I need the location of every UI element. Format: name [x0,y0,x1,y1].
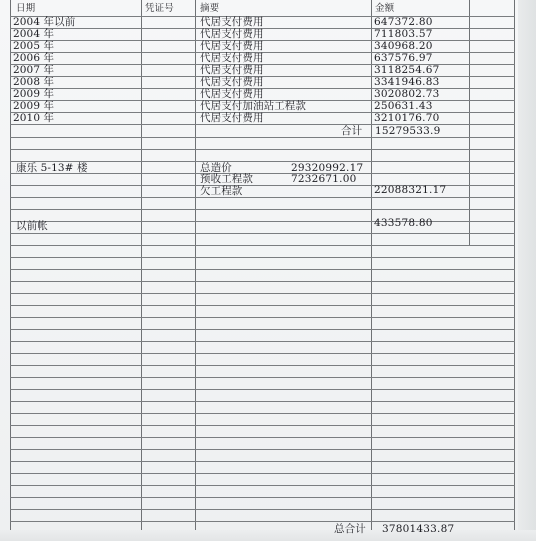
entry-summary: 代居支付费用 [200,76,264,88]
row-line [10,497,515,498]
entry-summary: 代居支付费用 [200,16,264,28]
header-amount: 金额 [375,3,395,14]
subtotal-amount: 15279533.9 [375,125,441,137]
row-line [10,389,515,390]
row-line [10,377,515,378]
column-divider [371,0,372,530]
entry-summary: 代居支付费用 [200,28,264,40]
row-line [10,317,515,318]
entry-amount: 3118254.67 [374,64,440,76]
row-line [10,269,515,270]
row-line [10,521,515,522]
total-cost-value: 29320992.17 [291,162,364,174]
row-line [10,233,515,234]
entry-date: 2007 年 [13,64,55,76]
row-line [10,329,515,330]
building-name: 康乐 5-13# 楼 [16,162,88,174]
column-divider [514,0,515,530]
row-line [10,425,515,426]
column-divider [10,0,11,530]
row-line [10,401,515,402]
row-line [10,245,515,246]
entry-amount: 3210176.70 [374,112,440,124]
row-line [10,197,515,198]
owed-label: 欠工程款 [200,185,243,197]
total-cost-label: 总造价 [200,162,232,174]
subtotal-label: 合计 [341,125,363,137]
prior-label: 以前帐 [16,220,48,232]
entry-amount: 637576.97 [374,52,433,64]
row-line [10,365,515,366]
entry-summary: 代居支付费用 [200,64,264,76]
entry-amount: 3020802.73 [374,88,440,100]
row-line [10,461,515,462]
entry-amount: 3341946.83 [374,76,440,88]
row-line [10,209,515,210]
entry-date: 2004 年以前 [13,16,76,28]
entry-amount: 647372.80 [374,16,433,28]
entry-date: 2009 年 [13,88,55,100]
prepaid-value: 7232671.00 [291,173,357,185]
row-line [10,413,515,414]
row-line [10,485,515,486]
entry-date: 2008 年 [13,76,55,88]
row-line [10,221,515,222]
entry-amount: 340968.20 [374,40,433,52]
grand-total-label: 总合计 [334,523,366,535]
prior-amount: 433578.80 [374,217,433,229]
header-voucher: 凭证号 [145,3,174,14]
header-date: 日期 [16,3,36,14]
row-line [10,137,515,138]
row-line [10,293,515,294]
owed-value: 22088321.17 [374,184,447,196]
entry-summary: 代居支付费用 [200,112,264,124]
row-line [10,437,515,438]
row-line [10,305,515,306]
entry-date: 2009 年 [13,100,55,112]
page-shadow [518,0,536,541]
entry-amount: 711803.57 [374,28,433,40]
row-line [10,353,515,354]
entry-summary: 代居支付加油站工程款 [200,100,306,112]
row-line [10,341,515,342]
row-line [10,257,515,258]
row-line [10,281,515,282]
entry-summary: 代居支付费用 [200,52,264,64]
entry-amount: 250631.43 [374,100,433,112]
row-line [10,449,515,450]
column-divider [195,0,196,530]
page-bottom-shadow [0,530,536,541]
header-summary: 摘要 [200,3,220,14]
entry-date: 2004 年 [13,28,55,40]
entry-summary: 代居支付费用 [200,40,264,52]
entry-summary: 代居支付费用 [200,88,264,100]
prepaid-label: 预收工程款 [200,173,253,185]
row-line [10,509,515,510]
entry-date: 2005 年 [13,40,55,52]
column-divider [141,0,142,530]
row-line [10,473,515,474]
row-line [10,149,515,150]
entry-date: 2010 年 [13,112,55,124]
grand-total-amount: 37801433.87 [382,523,455,535]
entry-date: 2006 年 [13,52,55,64]
